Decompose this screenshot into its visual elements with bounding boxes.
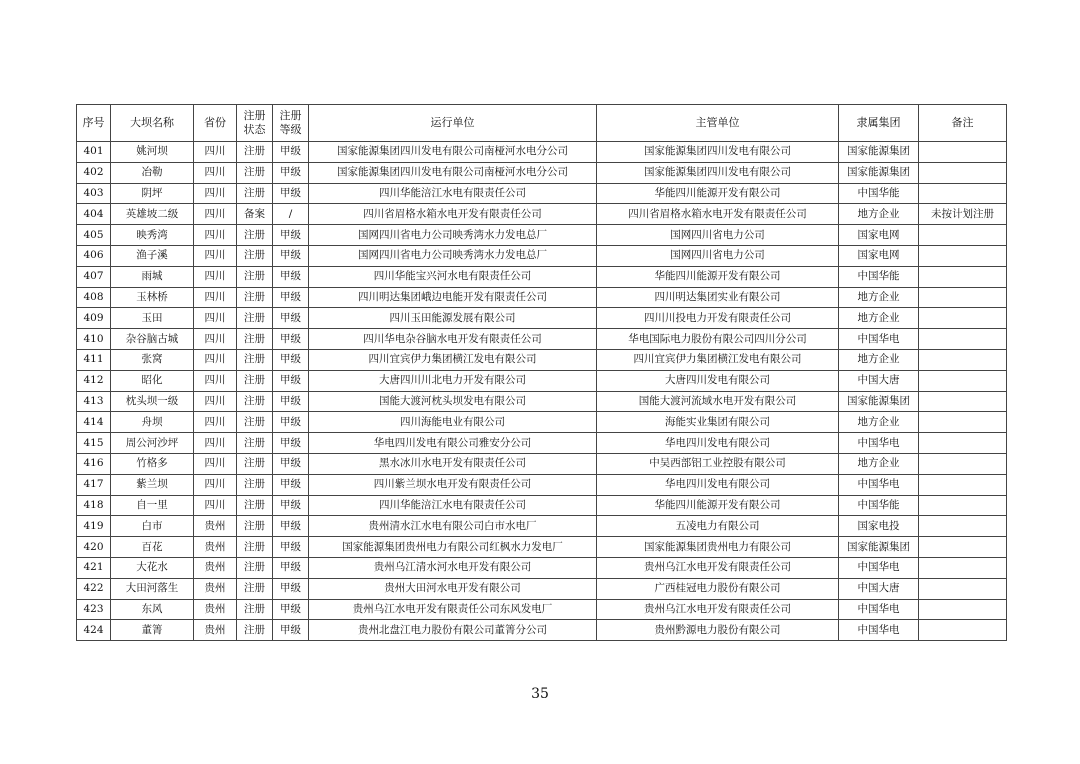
header-remarks: 备注 xyxy=(919,105,1007,142)
table-row xyxy=(77,287,1007,308)
cell-remarks xyxy=(919,516,1007,537)
cell-seq: 416 xyxy=(77,453,111,474)
cell-authority: 华能四川能源开发有限公司 xyxy=(597,183,839,204)
table-header xyxy=(77,105,1007,142)
cell-reg-grade: 甲级 xyxy=(273,370,309,391)
cell-dam-name: 昭化 xyxy=(111,370,194,391)
dam-registry-table xyxy=(76,104,1007,641)
cell-operator: 华电四川发电有限公司雅安分公司 xyxy=(309,433,597,454)
cell-group: 中国大唐 xyxy=(839,578,919,599)
cell-dam-name: 映秀湾 xyxy=(111,225,194,246)
cell-reg-status: 注册 xyxy=(237,142,273,163)
cell-operator: 贵州乌江清水河水电开发有限公司 xyxy=(309,557,597,578)
cell-group: 地方企业 xyxy=(839,412,919,433)
cell-dam-name: 东风 xyxy=(111,599,194,620)
cell-dam-name: 玉林桥 xyxy=(111,287,194,308)
cell-group: 国家能源集团 xyxy=(839,162,919,183)
cell-dam-name: 渔子溪 xyxy=(111,245,194,266)
cell-reg-grade: 甲级 xyxy=(273,578,309,599)
cell-dam-name: 白市 xyxy=(111,516,194,537)
cell-operator: 贵州乌江水电开发有限责任公司东风发电厂 xyxy=(309,599,597,620)
cell-group: 中国华电 xyxy=(839,433,919,454)
cell-remarks xyxy=(919,287,1007,308)
cell-operator: 国网四川省电力公司映秀湾水力发电总厂 xyxy=(309,245,597,266)
cell-dam-name: 姚河坝 xyxy=(111,142,194,163)
cell-group: 中国华电 xyxy=(839,557,919,578)
cell-seq: 403 xyxy=(77,183,111,204)
cell-authority: 国家能源集团四川发电有限公司 xyxy=(597,162,839,183)
cell-operator: 国能大渡河枕头坝发电有限公司 xyxy=(309,391,597,412)
cell-province: 四川 xyxy=(194,474,237,495)
cell-seq: 418 xyxy=(77,495,111,516)
header-reg-grade: 注册 等级 xyxy=(273,105,309,142)
cell-dam-name: 杂谷脑古城 xyxy=(111,329,194,350)
cell-dam-name: 大田河落生 xyxy=(111,578,194,599)
cell-authority: 国能大渡河流域水电开发有限公司 xyxy=(597,391,839,412)
cell-remarks xyxy=(919,599,1007,620)
cell-province: 四川 xyxy=(194,453,237,474)
cell-seq: 407 xyxy=(77,266,111,287)
table-row xyxy=(77,537,1007,558)
cell-remarks xyxy=(919,495,1007,516)
cell-province: 四川 xyxy=(194,349,237,370)
cell-province: 四川 xyxy=(194,142,237,163)
cell-reg-grade: 甲级 xyxy=(273,412,309,433)
cell-reg-status: 注册 xyxy=(237,412,273,433)
cell-operator: 大唐四川川北电力开发有限公司 xyxy=(309,370,597,391)
cell-province: 四川 xyxy=(194,245,237,266)
cell-seq: 423 xyxy=(77,599,111,620)
cell-operator: 四川海能电业有限公司 xyxy=(309,412,597,433)
cell-remarks: 未按计划注册 xyxy=(919,204,1007,225)
cell-authority: 四川川投电力开发有限责任公司 xyxy=(597,308,839,329)
cell-province: 贵州 xyxy=(194,537,237,558)
cell-authority: 国网四川省电力公司 xyxy=(597,245,839,266)
table-row xyxy=(77,245,1007,266)
cell-group: 中国华能 xyxy=(839,183,919,204)
cell-remarks xyxy=(919,183,1007,204)
header-group: 隶属集团 xyxy=(839,105,919,142)
cell-province: 四川 xyxy=(194,183,237,204)
cell-seq: 401 xyxy=(77,142,111,163)
cell-reg-status: 注册 xyxy=(237,578,273,599)
cell-operator: 四川华能涪江水电有限责任公司 xyxy=(309,183,597,204)
cell-reg-grade: / xyxy=(273,204,309,225)
cell-group: 地方企业 xyxy=(839,287,919,308)
cell-reg-status: 注册 xyxy=(237,557,273,578)
cell-authority: 国家能源集团四川发电有限公司 xyxy=(597,142,839,163)
cell-authority: 华能四川能源开发有限公司 xyxy=(597,266,839,287)
cell-authority: 五凌电力有限公司 xyxy=(597,516,839,537)
cell-group: 中国华电 xyxy=(839,329,919,350)
cell-group: 地方企业 xyxy=(839,308,919,329)
cell-remarks xyxy=(919,162,1007,183)
cell-province: 四川 xyxy=(194,204,237,225)
cell-group: 中国华能 xyxy=(839,495,919,516)
cell-group: 国家电网 xyxy=(839,225,919,246)
cell-province: 四川 xyxy=(194,329,237,350)
cell-remarks xyxy=(919,245,1007,266)
cell-operator: 贵州北盘江电力股份有限公司董箐分公司 xyxy=(309,620,597,641)
cell-group: 中国华电 xyxy=(839,599,919,620)
cell-province: 四川 xyxy=(194,308,237,329)
cell-operator: 四川华电杂谷脑水电开发有限责任公司 xyxy=(309,329,597,350)
cell-seq: 420 xyxy=(77,537,111,558)
cell-group: 地方企业 xyxy=(839,204,919,225)
cell-seq: 413 xyxy=(77,391,111,412)
cell-group: 中国华电 xyxy=(839,474,919,495)
cell-remarks xyxy=(919,620,1007,641)
cell-seq: 419 xyxy=(77,516,111,537)
cell-seq: 406 xyxy=(77,245,111,266)
cell-province: 四川 xyxy=(194,433,237,454)
header-province: 省份 xyxy=(194,105,237,142)
header-authority: 主管单位 xyxy=(597,105,839,142)
header-reg-status: 注册 状态 xyxy=(237,105,273,142)
cell-authority: 四川宜宾伊力集团横江发电有限公司 xyxy=(597,349,839,370)
cell-reg-status: 注册 xyxy=(237,495,273,516)
table-row xyxy=(77,516,1007,537)
cell-reg-grade: 甲级 xyxy=(273,266,309,287)
cell-seq: 415 xyxy=(77,433,111,454)
cell-operator: 四川省眉格水箱水电开发有限责任公司 xyxy=(309,204,597,225)
cell-reg-grade: 甲级 xyxy=(273,474,309,495)
cell-remarks xyxy=(919,329,1007,350)
cell-group: 国家电投 xyxy=(839,516,919,537)
cell-reg-grade: 甲级 xyxy=(273,162,309,183)
cell-reg-grade: 甲级 xyxy=(273,308,309,329)
cell-authority: 四川明达集团实业有限公司 xyxy=(597,287,839,308)
cell-reg-grade: 甲级 xyxy=(273,516,309,537)
cell-province: 四川 xyxy=(194,225,237,246)
cell-authority: 国家能源集团贵州电力有限公司 xyxy=(597,537,839,558)
cell-seq: 402 xyxy=(77,162,111,183)
cell-province: 四川 xyxy=(194,162,237,183)
cell-reg-status: 注册 xyxy=(237,245,273,266)
cell-operator: 四川明达集团峨边电能开发有限责任公司 xyxy=(309,287,597,308)
cell-operator: 贵州大田河水电开发有限公司 xyxy=(309,578,597,599)
cell-seq: 414 xyxy=(77,412,111,433)
cell-reg-status: 注册 xyxy=(237,162,273,183)
cell-reg-status: 注册 xyxy=(237,516,273,537)
cell-seq: 424 xyxy=(77,620,111,641)
cell-reg-grade: 甲级 xyxy=(273,495,309,516)
cell-dam-name: 周公河沙坪 xyxy=(111,433,194,454)
table-row xyxy=(77,495,1007,516)
cell-province: 四川 xyxy=(194,266,237,287)
cell-operator: 四川玉田能源发展有限公司 xyxy=(309,308,597,329)
cell-remarks xyxy=(919,370,1007,391)
cell-operator: 四川宜宾伊力集团横江发电有限公司 xyxy=(309,349,597,370)
cell-dam-name: 阴坪 xyxy=(111,183,194,204)
cell-dam-name: 张窝 xyxy=(111,349,194,370)
table-row xyxy=(77,204,1007,225)
cell-group: 中国华电 xyxy=(839,620,919,641)
cell-seq: 408 xyxy=(77,287,111,308)
cell-remarks xyxy=(919,557,1007,578)
cell-group: 国家能源集团 xyxy=(839,142,919,163)
cell-reg-grade: 甲级 xyxy=(273,433,309,454)
cell-reg-status: 注册 xyxy=(237,620,273,641)
cell-reg-status: 注册 xyxy=(237,349,273,370)
cell-remarks xyxy=(919,266,1007,287)
cell-reg-grade: 甲级 xyxy=(273,245,309,266)
cell-province: 四川 xyxy=(194,495,237,516)
cell-seq: 411 xyxy=(77,349,111,370)
cell-operator: 四川华能宝兴河水电有限责任公司 xyxy=(309,266,597,287)
cell-remarks xyxy=(919,412,1007,433)
cell-dam-name: 百花 xyxy=(111,537,194,558)
cell-seq: 417 xyxy=(77,474,111,495)
cell-group: 国家电网 xyxy=(839,245,919,266)
cell-group: 国家能源集团 xyxy=(839,537,919,558)
cell-reg-status: 备案 xyxy=(237,204,273,225)
cell-reg-grade: 甲级 xyxy=(273,349,309,370)
cell-dam-name: 大花水 xyxy=(111,557,194,578)
table-row xyxy=(77,349,1007,370)
cell-operator: 国家能源集团贵州电力有限公司红枫水力发电厂 xyxy=(309,537,597,558)
cell-operator: 四川华能涪江水电有限责任公司 xyxy=(309,495,597,516)
table-row xyxy=(77,578,1007,599)
cell-dam-name: 英雄坡二级 xyxy=(111,204,194,225)
cell-reg-status: 注册 xyxy=(237,225,273,246)
cell-seq: 405 xyxy=(77,225,111,246)
cell-authority: 国网四川省电力公司 xyxy=(597,225,839,246)
cell-group: 中国华能 xyxy=(839,266,919,287)
cell-seq: 410 xyxy=(77,329,111,350)
cell-reg-status: 注册 xyxy=(237,474,273,495)
cell-dam-name: 舟坝 xyxy=(111,412,194,433)
cell-reg-status: 注册 xyxy=(237,183,273,204)
cell-reg-grade: 甲级 xyxy=(273,287,309,308)
table-row xyxy=(77,474,1007,495)
cell-remarks xyxy=(919,453,1007,474)
cell-authority: 华电国际电力股份有限公司四川分公司 xyxy=(597,329,839,350)
cell-reg-grade: 甲级 xyxy=(273,537,309,558)
table-row xyxy=(77,162,1007,183)
cell-province: 贵州 xyxy=(194,620,237,641)
cell-remarks xyxy=(919,349,1007,370)
cell-dam-name: 紫兰坝 xyxy=(111,474,194,495)
header-dam-name: 大坝名称 xyxy=(111,105,194,142)
table-row xyxy=(77,266,1007,287)
table-row xyxy=(77,329,1007,350)
cell-reg-grade: 甲级 xyxy=(273,599,309,620)
cell-reg-status: 注册 xyxy=(237,537,273,558)
cell-authority: 贵州乌江水电开发有限责任公司 xyxy=(597,599,839,620)
cell-dam-name: 雨城 xyxy=(111,266,194,287)
cell-province: 贵州 xyxy=(194,578,237,599)
cell-group: 中国大唐 xyxy=(839,370,919,391)
cell-seq: 422 xyxy=(77,578,111,599)
cell-reg-status: 注册 xyxy=(237,453,273,474)
cell-remarks xyxy=(919,474,1007,495)
cell-reg-grade: 甲级 xyxy=(273,329,309,350)
cell-remarks xyxy=(919,308,1007,329)
cell-dam-name: 自一里 xyxy=(111,495,194,516)
cell-province: 贵州 xyxy=(194,599,237,620)
table-row xyxy=(77,183,1007,204)
header-seq: 序号 xyxy=(77,105,111,142)
header-row xyxy=(77,105,1007,142)
cell-dam-name: 冶勒 xyxy=(111,162,194,183)
cell-reg-grade: 甲级 xyxy=(273,225,309,246)
cell-authority: 海能实业集团有限公司 xyxy=(597,412,839,433)
table-row xyxy=(77,391,1007,412)
table-body xyxy=(77,142,1007,641)
table-row xyxy=(77,308,1007,329)
table-row xyxy=(77,557,1007,578)
cell-reg-status: 注册 xyxy=(237,391,273,412)
cell-reg-status: 注册 xyxy=(237,287,273,308)
cell-group: 地方企业 xyxy=(839,453,919,474)
cell-seq: 409 xyxy=(77,308,111,329)
cell-province: 四川 xyxy=(194,412,237,433)
cell-remarks xyxy=(919,433,1007,454)
cell-operator: 贵州清水江水电有限公司白市水电厂 xyxy=(309,516,597,537)
cell-reg-grade: 甲级 xyxy=(273,391,309,412)
cell-operator: 四川紫兰坝水电开发有限责任公司 xyxy=(309,474,597,495)
table-row xyxy=(77,142,1007,163)
table-row xyxy=(77,412,1007,433)
cell-reg-status: 注册 xyxy=(237,329,273,350)
table-row xyxy=(77,433,1007,454)
table-row xyxy=(77,225,1007,246)
table-row xyxy=(77,453,1007,474)
cell-reg-status: 注册 xyxy=(237,370,273,391)
cell-remarks xyxy=(919,578,1007,599)
cell-dam-name: 竹格多 xyxy=(111,453,194,474)
cell-operator: 国网四川省电力公司映秀湾水力发电总厂 xyxy=(309,225,597,246)
cell-reg-grade: 甲级 xyxy=(273,183,309,204)
cell-reg-status: 注册 xyxy=(237,433,273,454)
cell-province: 四川 xyxy=(194,370,237,391)
header-operator: 运行单位 xyxy=(309,105,597,142)
cell-authority: 广西桂冠电力股份有限公司 xyxy=(597,578,839,599)
table-row xyxy=(77,599,1007,620)
cell-province: 贵州 xyxy=(194,516,237,537)
cell-reg-status: 注册 xyxy=(237,599,273,620)
table-row xyxy=(77,620,1007,641)
cell-seq: 404 xyxy=(77,204,111,225)
cell-seq: 412 xyxy=(77,370,111,391)
cell-authority: 华能四川能源开发有限公司 xyxy=(597,495,839,516)
cell-authority: 大唐四川发电有限公司 xyxy=(597,370,839,391)
cell-authority: 贵州乌江水电开发有限责任公司 xyxy=(597,557,839,578)
cell-dam-name: 董箐 xyxy=(111,620,194,641)
cell-group: 地方企业 xyxy=(839,349,919,370)
cell-remarks xyxy=(919,391,1007,412)
cell-authority: 华电四川发电有限公司 xyxy=(597,433,839,454)
cell-operator: 国家能源集团四川发电有限公司南桠河水电分公司 xyxy=(309,162,597,183)
cell-reg-status: 注册 xyxy=(237,266,273,287)
cell-seq: 421 xyxy=(77,557,111,578)
cell-authority: 贵州黔源电力股份有限公司 xyxy=(597,620,839,641)
cell-dam-name: 玉田 xyxy=(111,308,194,329)
cell-reg-grade: 甲级 xyxy=(273,142,309,163)
cell-operator: 黑水冰川水电开发有限责任公司 xyxy=(309,453,597,474)
cell-authority: 四川省眉格水箱水电开发有限责任公司 xyxy=(597,204,839,225)
table-row xyxy=(77,370,1007,391)
cell-remarks xyxy=(919,142,1007,163)
cell-province: 贵州 xyxy=(194,557,237,578)
page-number: 35 xyxy=(531,686,549,702)
cell-reg-status: 注册 xyxy=(237,308,273,329)
cell-reg-grade: 甲级 xyxy=(273,620,309,641)
cell-remarks xyxy=(919,537,1007,558)
cell-reg-grade: 甲级 xyxy=(273,453,309,474)
cell-province: 四川 xyxy=(194,287,237,308)
cell-province: 四川 xyxy=(194,391,237,412)
cell-authority: 华电四川发电有限公司 xyxy=(597,474,839,495)
cell-operator: 国家能源集团四川发电有限公司南桠河水电分公司 xyxy=(309,142,597,163)
cell-authority: 中吴西部铝工业控股有限公司 xyxy=(597,453,839,474)
cell-reg-grade: 甲级 xyxy=(273,557,309,578)
cell-group: 国家能源集团 xyxy=(839,391,919,412)
cell-remarks xyxy=(919,225,1007,246)
cell-dam-name: 枕头坝一级 xyxy=(111,391,194,412)
